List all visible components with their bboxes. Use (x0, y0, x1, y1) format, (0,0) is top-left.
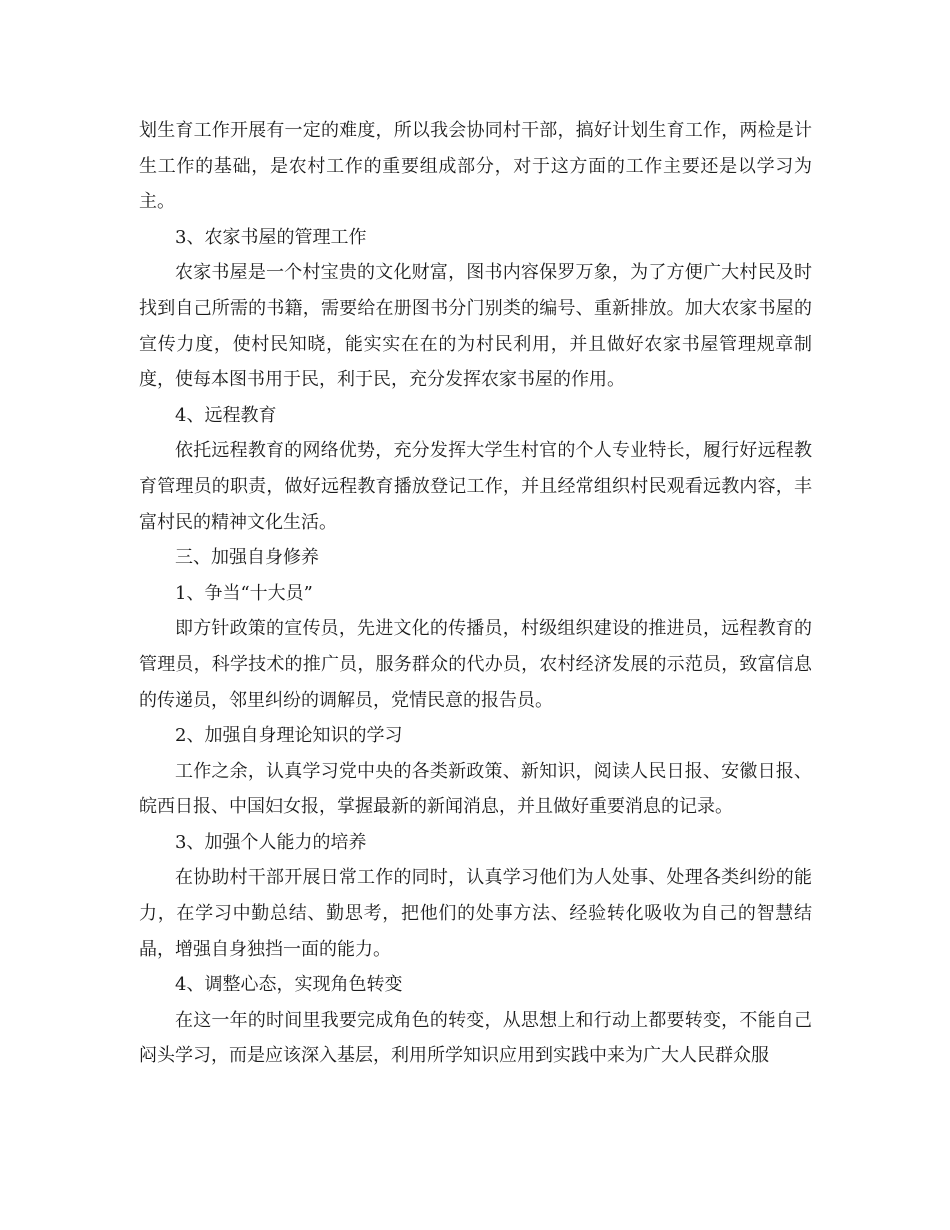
section-heading: 2、加强自身理论知识的学习 (175, 725, 403, 747)
section-heading: 3、农家书屋的管理工作 (175, 226, 367, 248)
paragraph: 在协助村干部开展日常工作的同时，认真学习他们为人处事、处理各类纠纷的能力，在学习中勤总结、勤思考，把他们的处事方法、经验转化吸收为自己的智慧结晶，增强自身独挡一面的能力。 (139, 867, 812, 960)
section-heading: 三、加强自身修养 (175, 547, 319, 569)
section-heading: 4、远程教育 (175, 404, 277, 426)
paragraph: 农家书屋是一个村宝贵的文化财富，图书内容保罗万象，为了方便广大村民及时找到自己所需的书籍，需要给在册图书分门别类的编号、重新排放。加大农家书屋的宣传力度，使村民知晓，能实实在在的为村民利用，并且做好农家书屋管理规章制度，使每本图书用于民，利于民，充分发挥农家书屋的作用。 (139, 262, 812, 391)
paragraph: 在这一年的时间里我要完成角色的转变，从思想上和行动上都要转变，不能自己闷头学习，而是应该深入基层，利用所学知识应用到实践中来为广大人民群众服 (139, 1009, 812, 1067)
paragraph: 工作之余，认真学习党中央的各类新政策、新知识，阅读人民日报、安徽日报、皖西日报、中国妇女报，掌握最新的新闻消息，并且做好重要消息的记录。 (139, 760, 812, 818)
section-heading: 3、加强个人能力的培养 (175, 831, 367, 853)
section-heading: 4、调整心态，实现角色转变 (175, 974, 403, 996)
paragraph: 划生育工作开展有一定的难度，所以我会协同村干部，搞好计划生育工作，两检是计生工作的基础，是农村工作的重要组成部分，对于这方面的工作主要还是以学习为主。 (139, 120, 812, 213)
paragraph: 即方针政策的宣传员，先进文化的传播员，村级组织建设的推进员，远程教育的管理员，科学技术的推广员，服务群众的代办员，农村经济发展的示范员，致富信息的传递员，邻里纠纷的调解员，党情民意的报告员。 (139, 618, 812, 711)
paragraph: 依托远程教育的网络优势，充分发挥大学生村官的个人专业特长，履行好远程教育管理员的职责，做好远程教育播放登记工作，并且经常组织村民观看远教内容，丰富村民的精神文化生活。 (139, 440, 812, 533)
section-heading: 1、争当“十大员” (175, 582, 313, 604)
document-body (139, 113, 812, 1074)
